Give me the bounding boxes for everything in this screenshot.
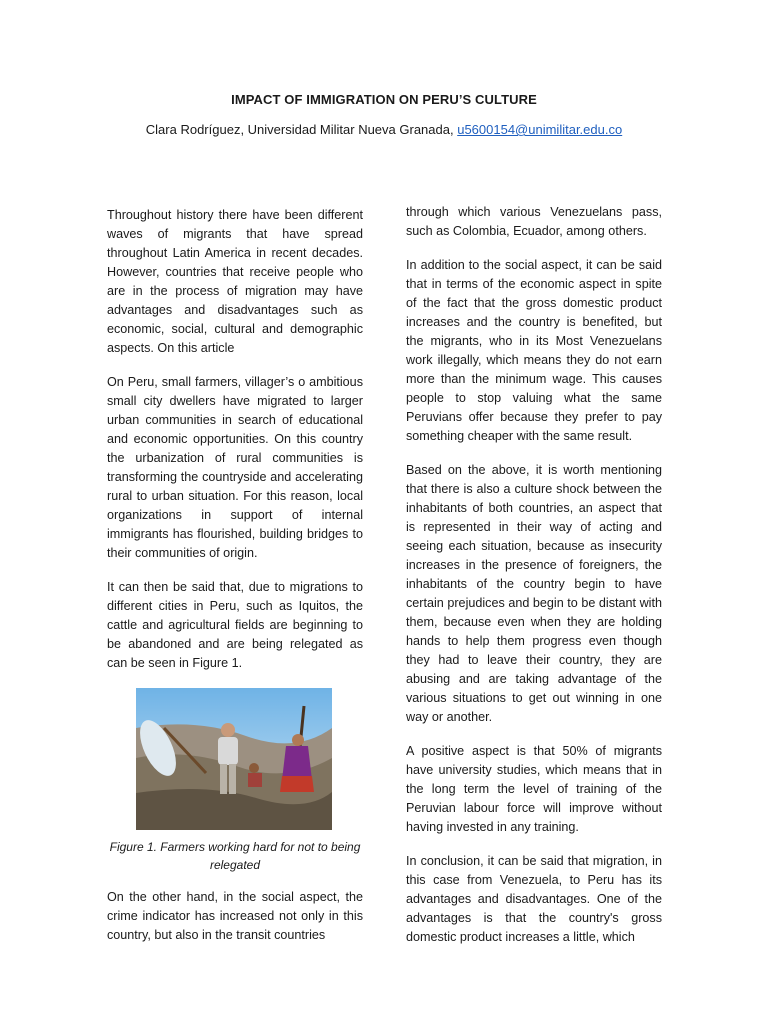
left-paragraph-4: On the other hand, in the social aspect, the crime indicator has increased not only in this country, but also in the transit countries (107, 890, 363, 942)
right-paragraph-1: through which various Venezuelans pass, such as Colombia, Ecuador, among others. (406, 205, 662, 238)
author-email-link[interactable]: u5600154@unimilitar.edu.co (457, 122, 623, 137)
right-paragraph-2: In addition to the social aspect, it can be said that in terms of the economic aspect in spite of the fact that the gross domestic product increases and the country is benefited, but the migrants, who in its Most Venezuelans work illegally, which means they do not earn more than the minimum wage. This causes people to stop valuing what the same Peruvians offer because they prefer to pay something cheaper with the same result. (406, 258, 662, 443)
left-paragraph-3: It can then be said that, due to migrations to different cities in Peru, such as Iquitos, the cattle and agricultural fields are beginning to be abandoned and are being relegated as can be seen in Figure 1. (107, 580, 363, 670)
right-column (406, 203, 662, 962)
left-column (107, 206, 363, 960)
author-affiliation: Clara Rodríguez, Universidad Militar Nueva Granada, (145, 122, 454, 137)
figure-caption: Figure 1. Farmers working hard for not to being relegated (109, 840, 361, 872)
left-paragraph-1: Throughout history there have been different waves of migrants that have spread throughout Latin America in recent decades. However, countries that receive people who are in the process of migration may have advantages and disadvantages such as economic, social, cultural and demographic aspects. On this article (107, 208, 363, 355)
right-paragraph-3: Based on the above, it is worth mentioning that there is also a culture shock between the inhabitants of both countries, an aspect that is represented in their way of acting and seeing each situation, because as insecurity increases in the presence of foreigners, the inhabitants of the country begin to have certain prejudices and begin to be distant with them, because even when they are holding hands to help them progress even though they had to leave their country, they are abusing and are taking advantage of the various situations to get out winning in one way or another. (406, 463, 662, 724)
right-paragraph-5: In conclusion, it can be said that migration, in this case from Venezuela, to Peru has its advantages and disadvantages. One of the advantages is that the country's gross domestic product increases a little, which (406, 854, 662, 944)
right-paragraph-4: A positive aspect is that 50% of migrants have university studies, which means that in the long term the level of training of the Peruvian labour force will improve without having invested in any training. (406, 744, 662, 834)
paper-title: IMPACT OF IMMIGRATION ON PERU’S CULTURE (231, 92, 537, 107)
farmers-figure-image (136, 688, 332, 830)
left-paragraph-2: On Peru, small farmers, villager’s o ambitious small city dwellers have migrated to larger urban communities in search of educational and economic opportunities. On this country the urbanization of rural communities is transforming the countryside and accelerating rural to urban situation. For this reason, local organizations in support of internal immigrants has flourished, building bridges to their communities of origin. (107, 375, 363, 560)
byline (0, 122, 768, 137)
